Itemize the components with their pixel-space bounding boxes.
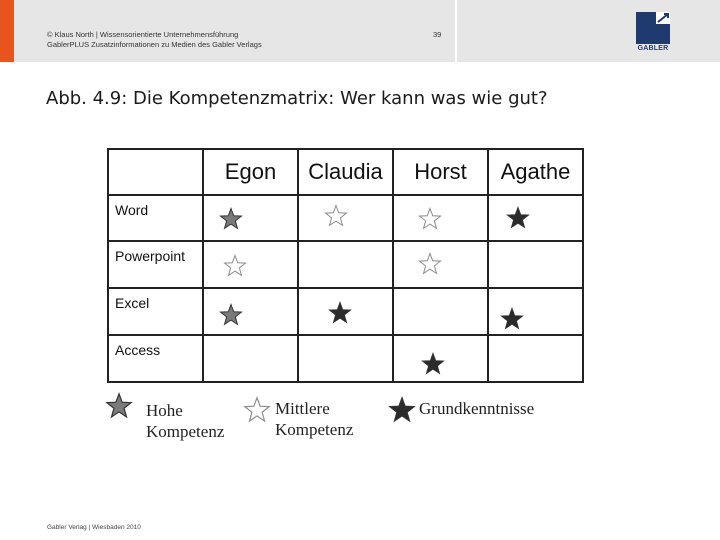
- matrix-header-row: [108, 149, 583, 195]
- cell-access-egon: [203, 335, 298, 382]
- row-label-access: Access: [108, 335, 203, 382]
- cell-powerpoint-claudia: [298, 241, 393, 288]
- column-header-claudia: Claudia: [298, 149, 393, 195]
- cell-access-horst: [393, 335, 488, 382]
- cell-powerpoint-agathe: [488, 241, 583, 288]
- accent-bar: [0, 0, 14, 62]
- cell-access-agathe: [488, 335, 583, 382]
- cell-excel-claudia: [298, 288, 393, 335]
- gabler-logo: [636, 12, 670, 54]
- star-icon: [243, 396, 271, 428]
- star-icon: [105, 392, 133, 424]
- cell-word-horst: [393, 195, 488, 241]
- matrix-corner-cell: [108, 149, 203, 195]
- matrix-row-access: [108, 335, 583, 382]
- header-divider: [455, 0, 457, 62]
- slide-title: Abb. 4.9: Die Kompetenzmatrix: Wer kann was wie gut?: [46, 88, 548, 109]
- column-header-egon: Egon: [203, 149, 298, 195]
- cell-access-claudia: [298, 335, 393, 382]
- star-icon: [223, 254, 247, 282]
- star-icon: [324, 204, 348, 232]
- cell-excel-horst: [393, 288, 488, 335]
- row-label-word: Word: [108, 195, 203, 241]
- star-icon: [418, 207, 442, 235]
- cell-excel-egon: [203, 288, 298, 335]
- star-icon: [421, 352, 445, 380]
- column-header-agathe: Agathe: [488, 149, 583, 195]
- cell-powerpoint-horst: [393, 241, 488, 288]
- matrix-row-excel: [108, 288, 583, 335]
- logo-mark: [636, 12, 670, 44]
- star-icon: [328, 301, 352, 329]
- star-icon: [388, 396, 416, 428]
- column-header-horst: Horst: [393, 149, 488, 195]
- matrix-row-word: [108, 195, 583, 241]
- cell-word-agathe: [488, 195, 583, 241]
- cell-excel-agathe: [488, 288, 583, 335]
- star-icon: [219, 207, 243, 235]
- footer-text: Gabler Verlag | Wiesbaden 2010: [47, 524, 141, 531]
- star-icon: [500, 307, 524, 335]
- logo-corner-icon: [636, 12, 670, 44]
- row-label-powerpoint: Powerpoint: [108, 241, 203, 288]
- legend-label-mittlere: Mittlere Kompetenz: [275, 399, 354, 439]
- logo-text: GABLER: [637, 45, 669, 52]
- cell-word-claudia: [298, 195, 393, 241]
- cell-word-egon: [203, 195, 298, 241]
- star-icon: [418, 252, 442, 280]
- star-icon: [219, 303, 243, 331]
- row-label-excel: Excel: [108, 288, 203, 335]
- page-number: 39: [433, 30, 442, 39]
- competence-matrix: [107, 148, 584, 383]
- matrix-row-powerpoint: [108, 241, 583, 288]
- legend-label-hohe: Hohe Kompetenz: [146, 401, 225, 441]
- header-publisher-line: GablerPLUS Zusatzinformationen zu Medien des Gabler Verlags: [47, 40, 262, 49]
- header-author-line: © Klaus North | Wissensorientierte Unternehmensführung: [47, 30, 239, 39]
- legend-label-grund: Grundkenntnisse: [419, 399, 535, 418]
- cell-powerpoint-egon: [203, 241, 298, 288]
- star-icon: [506, 206, 530, 234]
